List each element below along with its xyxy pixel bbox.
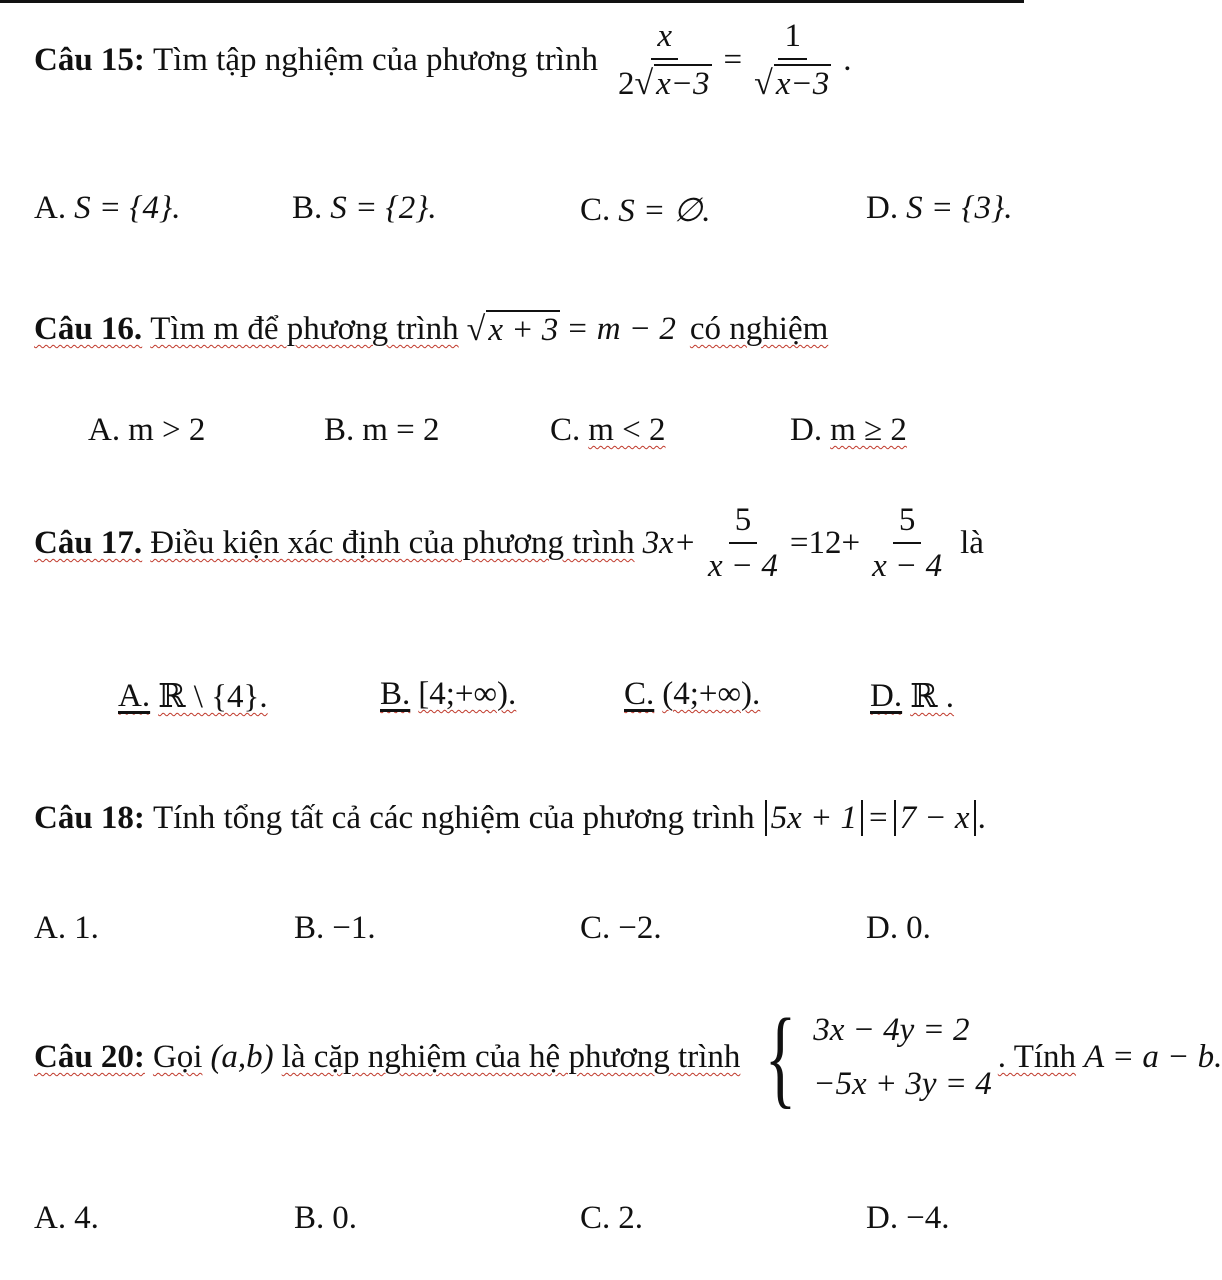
- question-prompt: Tìm tập nghiệm của phương trình: [152, 42, 598, 79]
- sqrt: √ x + 3: [466, 310, 559, 348]
- question-prompt-b: là cặp nghiệm của hệ phương trình: [281, 1038, 741, 1075]
- equation: 5x + 1 = 7 − x .: [763, 800, 986, 836]
- pair: (a,b): [210, 1038, 274, 1075]
- sqrt: √ x−3: [754, 65, 830, 103]
- option-c[interactable]: C. −2.: [580, 910, 662, 946]
- option-a[interactable]: A. 1.: [34, 910, 99, 946]
- option-a[interactable]: A. ℝ \ {4}.: [118, 677, 268, 715]
- question-label: Câu 18:: [34, 800, 145, 836]
- option-b[interactable]: B. 0.: [294, 1200, 358, 1236]
- system-equation-1: 3x − 4y = 2: [813, 1011, 970, 1048]
- question-prompt-a: Gọi: [152, 1038, 203, 1075]
- system-equation-2: −5x + 3y = 4: [813, 1066, 992, 1102]
- option-d[interactable]: D. −4.: [866, 1200, 950, 1236]
- question-suffix: là: [960, 525, 984, 562]
- option-a[interactable]: A. 4.: [34, 1200, 99, 1236]
- question-suffix: có nghiệm: [689, 311, 829, 347]
- fraction-right: 1 √ x−3: [754, 18, 830, 103]
- options-16: [88, 412, 1078, 452]
- question-prompt: Tìm m để phương trình: [150, 311, 459, 347]
- option-d[interactable]: D. 0.: [866, 910, 931, 946]
- option-a[interactable]: A. S = {4}.: [34, 190, 181, 226]
- left-brace-icon: {: [764, 996, 797, 1118]
- question-prompt: Tính tổng tất cả các nghiệm của phương trình: [152, 800, 755, 836]
- sqrt: √ x−3: [634, 65, 710, 103]
- question-17: [34, 502, 994, 585]
- options-18: [34, 910, 1024, 950]
- equation: 3x+ $\frac{5}{x - 4}$ =12+ $\frac{5}{x - 4}$: [643, 502, 955, 585]
- option-d[interactable]: D. m ≥ 2: [790, 412, 907, 448]
- question-16: [34, 310, 994, 348]
- option-c[interactable]: C. 2.: [580, 1200, 644, 1236]
- option-b[interactable]: B. −1.: [294, 910, 376, 946]
- equation: √ x + 3 = m − 2: [466, 310, 676, 348]
- option-b[interactable]: B. m = 2: [324, 412, 440, 448]
- fraction-left: x 2 √ x−3: [617, 18, 710, 103]
- option-d[interactable]: D. ℝ .: [870, 677, 955, 715]
- question-prompt: Điều kiện xác định của phương trình: [150, 525, 635, 562]
- options-15: [34, 190, 1024, 230]
- question-18: [34, 800, 994, 836]
- option-a[interactable]: A. m > 2: [88, 412, 206, 448]
- option-d[interactable]: D. S = {3}.: [866, 190, 1013, 226]
- equation: x 2 √ x−3 = 1 √ x−3 .: [606, 18, 852, 103]
- option-b[interactable]: B. [4;+∞).: [380, 676, 517, 712]
- options-17: [118, 676, 1108, 716]
- fraction-left: $\frac{5}{x - 4}$: [708, 502, 778, 585]
- option-c[interactable]: C. S = ∅.: [580, 191, 711, 229]
- option-b[interactable]: B. S = {2}.: [292, 190, 437, 226]
- question-15: [34, 18, 994, 103]
- equation-system: [754, 996, 992, 1118]
- fraction-right: $\frac{5}{x - 4}$: [872, 502, 943, 585]
- options-20: [34, 1200, 1024, 1240]
- question-label: Câu 15:: [34, 42, 145, 79]
- option-c[interactable]: C. m < 2: [550, 412, 666, 448]
- option-c[interactable]: C. (4;+∞).: [624, 676, 761, 712]
- question-label: Câu 16.: [34, 311, 143, 347]
- question-20: [34, 996, 1222, 1118]
- question-tail: . Tính: [997, 1038, 1077, 1075]
- question-label: Câu 20:: [34, 1038, 145, 1075]
- expression: A = a − b.: [1084, 1038, 1222, 1075]
- question-label: Câu 17.: [34, 525, 143, 562]
